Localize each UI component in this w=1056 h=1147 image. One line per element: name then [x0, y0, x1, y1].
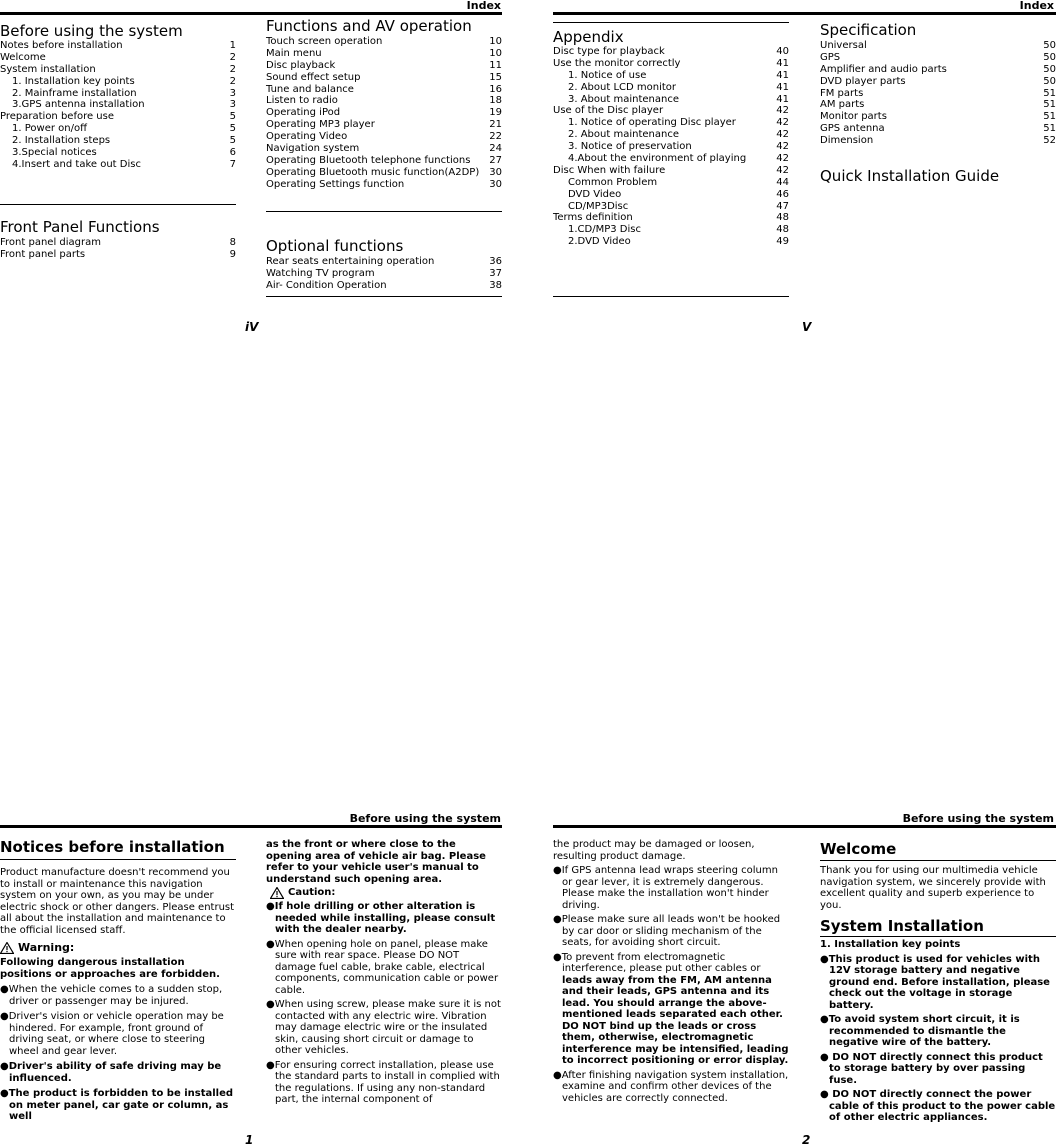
toc-entry-page: 10 — [489, 36, 502, 47]
divider — [553, 22, 789, 23]
caution-item: ●When using screw, please make sure it is not contacted with any electric wire. Vibration may damage electric wire or the insulated skin, causing short circuit or damage to other vehicles. — [266, 999, 501, 1056]
toc-entry-page: 3 — [229, 99, 236, 111]
toc-entry — [553, 46, 789, 58]
toc-entry — [266, 48, 502, 60]
toc-entry — [266, 36, 502, 48]
header-before-using-left: Before using the system — [349, 812, 501, 825]
toc-entry-page: 42 — [776, 117, 789, 129]
warning-heading — [0, 942, 236, 954]
toc-entry-page: 50 — [1043, 51, 1056, 63]
notices-column — [0, 838, 236, 1123]
toc-entry-label: Front panel parts — [0, 248, 86, 260]
toc-entry-label: Touch screen operation — [266, 36, 383, 47]
toc-entry — [266, 280, 502, 292]
toc-list-front-panel — [0, 237, 236, 261]
warning-item: ●The product is forbidden to be installed on meter panel, car gate or column, as well — [0, 1088, 234, 1122]
toc-entry-page: 46 — [776, 188, 789, 200]
warning-item: ●Driver's vision or vehicle operation may be hindered. For example, front ground of driving seat, or where close to steering wheel and gear lever. — [0, 1011, 224, 1057]
toc-entry-label: Air- Condition Operation — [266, 279, 387, 291]
divider — [553, 296, 789, 297]
toc-entry — [553, 165, 789, 177]
toc-title-appendix: Appendix — [553, 28, 624, 46]
toc-entry-label: Operating iPod — [266, 107, 341, 119]
toc-entry-label: Operating Bluetooth telephone functions — [266, 154, 471, 166]
toc-entry — [266, 268, 502, 280]
toc-entry — [266, 72, 502, 84]
toc-entry-label: Terms definition — [553, 212, 633, 224]
toc-entry — [0, 76, 236, 88]
toc-entry-label: 2. About maintenance — [568, 129, 679, 141]
welcome-text: Thank you for using our multimedia vehicle navigation system, we sincerely provide with excellent quality and superb experience to you. — [820, 865, 1046, 911]
toc-entry-label: Amplifier and audio parts — [820, 63, 947, 75]
toc-entry-page: 48 — [776, 224, 789, 236]
toc-entry-label: 2. Installation steps — [12, 135, 111, 147]
page-number: V — [802, 320, 812, 334]
toc-list-before-using — [0, 40, 236, 171]
caution-item: ●When opening hole on panel, please make sure with rear space. Please DO NOT damage fuel cable, brake cable, electrical components, communication cable or power cable. — [266, 938, 499, 996]
notices-intro: Product manufacture doesn't recommend you to install or maintenance this navigation system on your own, as you may be under electric shock or other dangers. Please entrust all about the installation and maintenance to the official licensed staff. — [0, 867, 235, 936]
toc-entry-label: 1. Notice of operating Disc player — [568, 117, 736, 129]
header-rule-right — [553, 12, 1056, 15]
toc-entry — [553, 70, 789, 82]
toc-entry — [0, 159, 236, 171]
key-point-item: ●To avoid system short circuit, it is recommended to dismantle the negative wire of the battery. — [820, 1014, 1020, 1048]
damage-text: the product may be damaged or loosen, resulting product damage. — [553, 839, 755, 862]
toc-entry-page: 51 — [1043, 123, 1056, 135]
toc-entry — [266, 131, 502, 143]
toc-entry-page: 8 — [229, 237, 236, 248]
toc-entry-label: Dimension — [820, 135, 874, 147]
toc-entry-label: DVD player parts — [820, 75, 906, 87]
toc-entry — [0, 147, 236, 159]
toc-entry-page: 16 — [489, 83, 502, 95]
toc-entry-page: 51 — [1043, 111, 1056, 123]
toc-entry — [266, 119, 502, 131]
toc-entry-label: 1. Power on/off — [12, 123, 87, 135]
toc-entry-label: 3.GPS antenna installation — [12, 99, 145, 111]
toc-entry-page: 7 — [229, 158, 236, 170]
toc-entry-page: 50 — [1043, 63, 1056, 75]
toc-entry-label: Common Problem — [568, 176, 658, 188]
toc-entry-page: 30 — [489, 178, 502, 190]
leads-item: ●After finishing navigation system installation, examine and confirm other devices of the vehicles are correctly connected. — [553, 1069, 789, 1104]
caution-item: ●If hole drilling or other alteration is needed while installing, please consult with the dealer nearby. — [266, 901, 496, 935]
toc-title-optional: Optional functions — [266, 237, 404, 255]
toc-entry — [820, 99, 1056, 111]
toc-entry-page: 15 — [489, 71, 502, 83]
toc-list-appendix — [553, 46, 789, 248]
toc-entry — [0, 64, 236, 76]
toc-entry-page: 11 — [489, 59, 502, 71]
toc-entry-label: 1.CD/MP3 Disc — [568, 224, 641, 236]
toc-entry-page: 41 — [776, 69, 789, 81]
toc-entry-label: Listen to radio — [266, 95, 338, 107]
toc-entry — [0, 135, 236, 147]
toc-entry — [553, 117, 789, 129]
header-rule-right — [553, 825, 1056, 828]
toc-title-quick-install: Quick Installation Guide — [820, 167, 1000, 185]
toc-entry — [820, 135, 1056, 147]
page-number: 2 — [802, 1133, 811, 1147]
toc-entry — [0, 52, 236, 64]
toc-entry-label: Watching TV program — [266, 267, 375, 279]
toc-entry-label: Operating Bluetooth music function(A2DP) — [266, 166, 480, 178]
toc-entry-page: 42 — [776, 153, 789, 165]
toc-entry — [820, 52, 1056, 64]
toc-entry-label: 3. About maintenance — [568, 93, 679, 105]
toc-entry — [553, 201, 789, 213]
toc-entry-label: 4.About the environment of playing — [568, 153, 747, 165]
toc-entry-page: 36 — [489, 256, 502, 267]
leads-item: ●If GPS antenna lead wraps steering column or gear lever, it is extremely dangerous. Please make the installation won't hinder driving. — [553, 865, 778, 911]
toc-title-before-using: Before using the system — [0, 22, 183, 40]
welcome-title: Welcome — [820, 840, 897, 858]
toc-entry-page: 21 — [489, 119, 502, 131]
toc-entry-page: 30 — [489, 166, 502, 178]
toc-entry-page: 18 — [489, 95, 502, 107]
toc-list-optional — [266, 256, 502, 292]
toc-entry — [553, 58, 789, 70]
toc-entry-label: Welcome — [0, 51, 46, 63]
toc-list-specification — [820, 40, 1056, 147]
toc-entry-page: 9 — [229, 248, 236, 260]
leads-column — [553, 839, 789, 1104]
toc-entry-page: 5 — [229, 135, 236, 147]
toc-entry — [553, 212, 789, 224]
divider — [0, 204, 236, 205]
page-number: iV — [245, 320, 259, 334]
toc-entry-page: 44 — [776, 176, 789, 188]
caution-column — [266, 839, 502, 1106]
toc-entry — [820, 111, 1056, 123]
toc-entry-page: 19 — [489, 107, 502, 119]
toc-entry — [0, 111, 236, 123]
toc-entry-label: Monitor parts — [820, 111, 887, 123]
header-before-using-right: Before using the system — [902, 812, 1054, 825]
toc-entry-label: 4.Insert and take out Disc — [12, 158, 141, 170]
toc-entry-label: Rear seats entertaining operation — [266, 256, 435, 267]
caution-heading — [266, 887, 502, 899]
toc-entry-page: 1 — [229, 40, 236, 51]
toc-entry-page: 2 — [229, 75, 236, 87]
warning-item: ●Driver's ability of safe driving may be influenced. — [0, 1061, 222, 1084]
leads-item: ●To prevent from electromagnetic interference, please put other cables or leads away from the FM, AM antenna and their leads, GPS antenna and its lead. You should arrange the above-mentioned leads separated each other. DO NOT bind up the leads or cross them, otherwise, electromagnetic interference may be intensified, leading to incorrect positioning or error display. — [553, 951, 789, 1066]
toc-entry-page: 24 — [489, 143, 502, 155]
toc-entry-label: Use the monitor correctly — [553, 57, 681, 69]
toc-entry-label: Tune and balance — [266, 83, 354, 95]
toc-entry-label: Sound effect setup — [266, 71, 361, 83]
divider — [266, 211, 502, 212]
toc-entry — [266, 179, 502, 191]
toc-entry-label: 1. Notice of use — [568, 69, 647, 81]
key-point-item: ●This product is used for vehicles with 12V storage battery and negative ground end. Before installation, please check out the voltage in storage battery. — [820, 953, 1050, 1011]
toc-title-specification: Specification — [820, 21, 917, 39]
toc-entry-label: System installation — [0, 63, 96, 75]
toc-entry-page: 5 — [229, 111, 236, 123]
toc-entry-label: Disc When with failure — [553, 164, 666, 176]
divider — [0, 859, 236, 860]
key-points-title: 1. Installation key points — [820, 939, 961, 950]
toc-entry-page: 41 — [776, 57, 789, 69]
toc-entry-page: 10 — [489, 47, 502, 59]
toc-entry — [266, 256, 502, 268]
toc-entry-label: CD/MP3Disc — [568, 200, 629, 212]
toc-entry — [266, 84, 502, 96]
toc-entry-page: 52 — [1043, 135, 1056, 147]
toc-entry-label: 1. Installation key points — [12, 75, 135, 87]
header-index-left: Index — [466, 0, 501, 12]
toc-entry — [553, 153, 789, 165]
toc-entry — [820, 40, 1056, 52]
toc-entry-label: 3.Special notices — [12, 147, 97, 159]
toc-entry — [266, 155, 502, 167]
toc-entry — [553, 94, 789, 106]
toc-entry — [553, 141, 789, 153]
toc-entry-page: 42 — [776, 164, 789, 176]
toc-entry — [553, 236, 789, 248]
toc-entry-page: 3 — [229, 87, 236, 99]
toc-entry — [266, 107, 502, 119]
toc-entry-page: 50 — [1043, 75, 1056, 87]
warning-label: Warning: — [18, 941, 75, 955]
toc-title-front-panel: Front Panel Functions — [0, 218, 160, 236]
toc-entry-label: Use of the Disc player — [553, 105, 664, 117]
header-rule-left — [0, 12, 502, 15]
toc-entry — [820, 64, 1056, 76]
toc-entry-page: 6 — [229, 147, 236, 159]
toc-entry-page: 51 — [1043, 87, 1056, 99]
warning-statement: Following dangerous installation positions or approaches are forbidden. — [0, 957, 220, 980]
toc-entry-label: Notes before installation — [0, 40, 123, 51]
toc-entry-page: 48 — [776, 212, 789, 224]
toc-entry-page: 47 — [776, 200, 789, 212]
toc-entry — [0, 123, 236, 135]
toc-entry-label: 2.DVD Video — [568, 236, 631, 248]
airbag-text: as the front or where close to the opening area of vehicle air bag. Please refer to your vehicle user's manual to understand such opening area. — [266, 839, 486, 885]
divider — [820, 936, 1056, 937]
toc-entry-label: Operating Video — [266, 131, 348, 143]
toc-entry — [0, 88, 236, 100]
toc-entry — [266, 143, 502, 155]
toc-entry — [553, 224, 789, 236]
system-installation-title: System Installation — [820, 917, 984, 935]
warning-icon — [0, 942, 14, 954]
toc-entry — [553, 82, 789, 94]
toc-entry-page: 41 — [776, 93, 789, 105]
toc-entry — [0, 99, 236, 111]
toc-entry — [820, 76, 1056, 88]
toc-entry-page: 41 — [776, 81, 789, 93]
toc-entry-page: 22 — [489, 131, 502, 143]
toc-entry-page: 2 — [229, 63, 236, 75]
toc-entry — [266, 167, 502, 179]
toc-entry-page: 5 — [229, 123, 236, 135]
toc-entry-label: Disc playback — [266, 59, 336, 71]
toc-entry-label: GPS — [820, 51, 841, 63]
toc-entry — [0, 40, 236, 52]
toc-title-functions: Functions and AV operation — [266, 17, 472, 35]
toc-entry-page: 49 — [776, 236, 789, 248]
toc-entry-page: 27 — [489, 154, 502, 166]
notices-title: Notices before installation — [0, 838, 225, 856]
toc-entry-label: Navigation system — [266, 143, 360, 155]
toc-entry — [553, 129, 789, 141]
toc-entry-page: 42 — [776, 141, 789, 153]
toc-entry-page: 40 — [776, 46, 789, 57]
toc-entry-page: 42 — [776, 105, 789, 117]
toc-entry-label: Operating MP3 player — [266, 119, 375, 131]
page-number: 1 — [245, 1133, 254, 1147]
toc-entry-page: 37 — [489, 267, 502, 279]
toc-entry — [820, 88, 1056, 100]
toc-entry-label: FM parts — [820, 87, 864, 99]
toc-entry — [266, 95, 502, 107]
welcome-column — [820, 840, 1056, 1124]
toc-entry-label: GPS antenna — [820, 123, 885, 135]
toc-entry-label: Operating Settings function — [266, 178, 405, 190]
toc-entry-label: Main menu — [266, 47, 322, 59]
toc-entry-page: 42 — [776, 129, 789, 141]
key-point-item: ● DO NOT directly connect this product to storage battery by over passing fuse. — [820, 1051, 1043, 1086]
toc-entry-label: Preparation before use — [0, 111, 115, 123]
toc-list-functions — [266, 36, 502, 191]
toc-entry-label: Universal — [820, 40, 867, 51]
caution-icon — [270, 887, 284, 899]
toc-entry-label: DVD Video — [568, 188, 622, 200]
toc-entry — [553, 105, 789, 117]
divider — [266, 296, 502, 297]
toc-entry — [0, 249, 236, 261]
toc-entry-label: AM parts — [820, 99, 865, 111]
toc-entry-label: 2. Mainframe installation — [12, 87, 137, 99]
toc-entry-label: Front panel diagram — [0, 237, 101, 248]
toc-entry — [0, 237, 236, 249]
toc-entry-page: 38 — [489, 279, 502, 291]
toc-entry-page: 2 — [229, 51, 236, 63]
toc-entry — [553, 189, 789, 201]
toc-entry — [553, 177, 789, 189]
header-index-right: Index — [1019, 0, 1054, 12]
toc-entry-page: 50 — [1043, 40, 1056, 51]
warning-item: ●When the vehicle comes to a sudden stop, driver or passenger may be injured. — [0, 984, 223, 1007]
caution-label: Caution: — [288, 887, 336, 899]
toc-entry-label: Disc type for playback — [553, 46, 665, 57]
key-point-item: ● DO NOT directly connect the power cable of this product to the power cable of other electric appliances. — [820, 1089, 1056, 1123]
toc-entry — [266, 60, 502, 72]
toc-entry-label: 2. About LCD monitor — [568, 81, 677, 93]
toc-entry-label: 3. Notice of preservation — [568, 141, 692, 153]
divider — [820, 860, 1056, 861]
caution-item: ●For ensuring correct installation, please use the standard parts to install in complied with the regulations. If using any non-standard part, the internal component of — [266, 1059, 500, 1105]
leads-item: ●Please make sure all leads won't be hooked by car door or sliding mechanism of the seats, for avoiding short circuit. — [553, 914, 781, 948]
toc-entry — [820, 123, 1056, 135]
toc-entry-page: 51 — [1043, 99, 1056, 111]
header-rule-left — [0, 825, 502, 828]
